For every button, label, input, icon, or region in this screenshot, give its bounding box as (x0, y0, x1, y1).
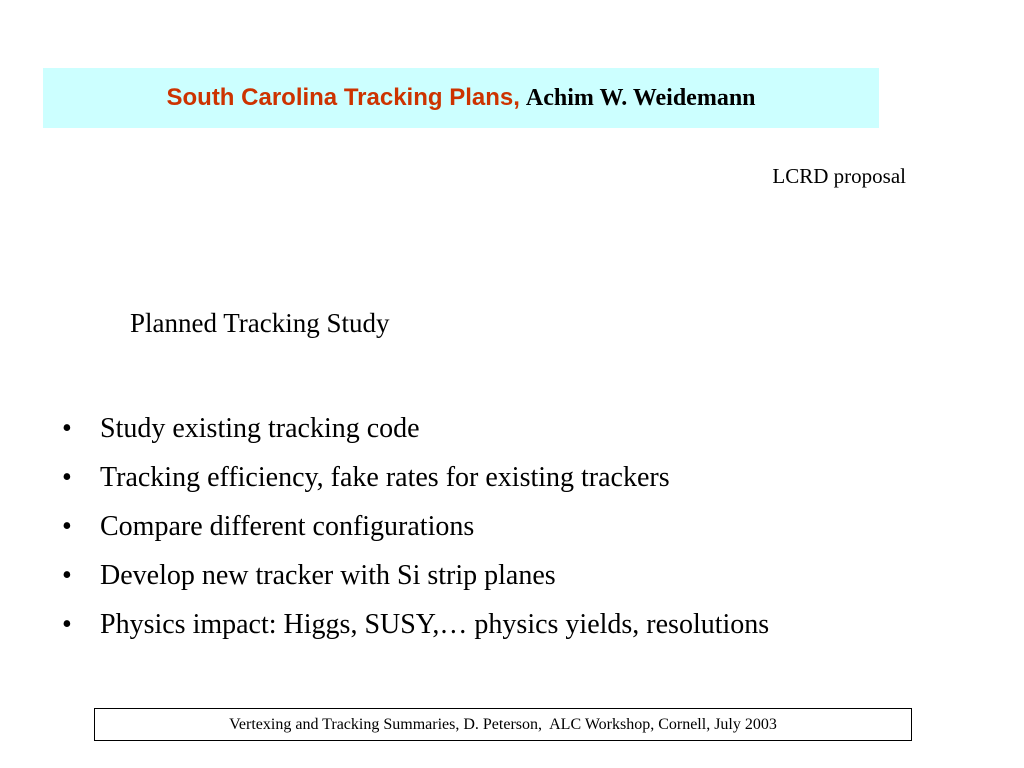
bullet-icon: • (62, 560, 72, 591)
bullet-text: Develop new tracker with Si strip planes (100, 560, 556, 591)
bullet-list (62, 404, 769, 649)
bullet-icon: • (62, 462, 72, 493)
bullet-icon: • (62, 609, 72, 640)
bullet-icon: • (62, 413, 72, 444)
bullet-item (62, 404, 769, 453)
bullet-text: Tracking efficiency, fake rates for existing trackers (100, 462, 670, 493)
bullet-item (62, 502, 769, 551)
section-heading: Planned Tracking Study (130, 308, 390, 338)
slide-footer: Vertexing and Tracking Summaries, D. Peterson, ALC Workshop, Cornell, July 2003 (94, 708, 912, 741)
bullet-item (62, 453, 769, 502)
slide-author: Achim W. Weidemann (525, 84, 756, 111)
bullet-item (62, 600, 769, 649)
bullet-icon: • (62, 511, 72, 542)
bullet-item (62, 551, 769, 600)
proposal-label: LCRD proposal (772, 164, 906, 188)
bullet-text: Physics impact: Higgs, SUSY,… physics yields, resolutions (100, 609, 770, 640)
slide-title: South Carolina Tracking Plans, (166, 84, 520, 111)
slide-title-banner (43, 68, 879, 128)
bullet-text: Study existing tracking code (100, 413, 420, 444)
bullet-text: Compare different configurations (100, 511, 475, 542)
